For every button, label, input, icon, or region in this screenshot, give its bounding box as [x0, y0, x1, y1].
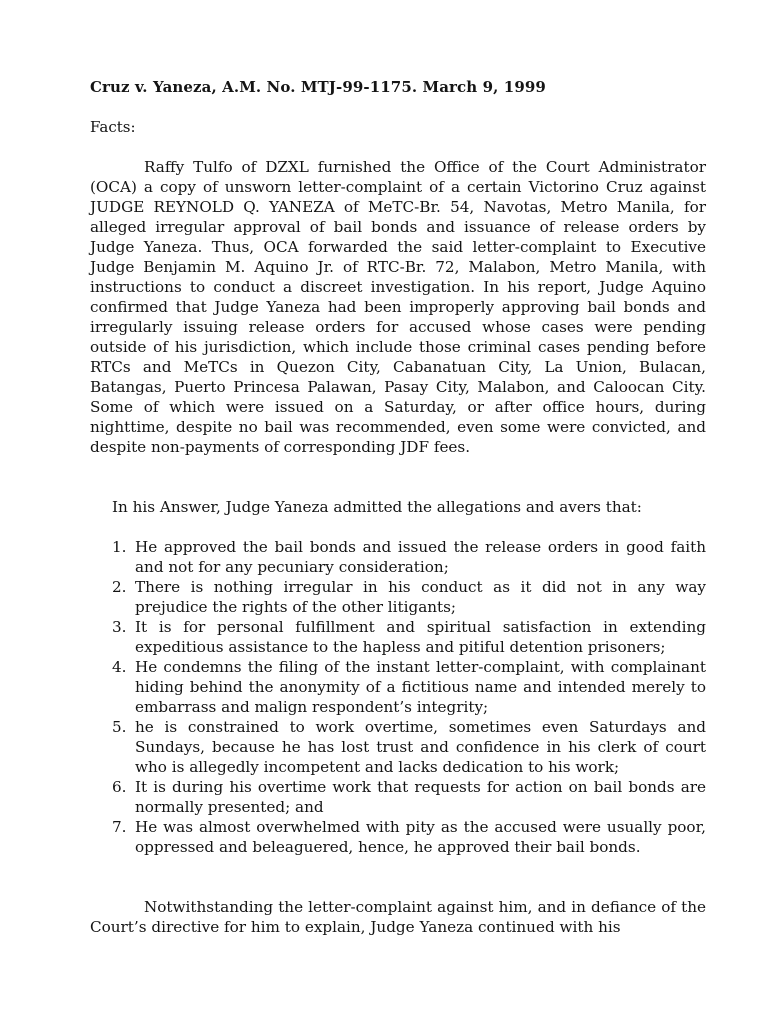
list-item-number: 4.	[112, 658, 127, 676]
list-item-text: It is during his overtime work that requests for action on bail bonds are normally presented; and	[135, 778, 706, 816]
list-item	[90, 817, 706, 857]
list-item	[90, 657, 706, 717]
list-item-number: 3.	[112, 618, 127, 636]
list-item-number: 1.	[112, 538, 127, 556]
facts-heading: Facts:	[90, 118, 136, 136]
case-title: Cruz v. Yaneza, A.M. No. MTJ-99-1175. March 9, 1999	[90, 78, 546, 96]
continuation-paragraph: Notwithstanding the letter-complaint against him, and in defiance of the Court’s directive for him to explain, Judge Yaneza continued with his	[90, 898, 706, 936]
list-item-number: 5.	[112, 718, 127, 736]
list-item	[90, 577, 706, 617]
list-item-number: 6.	[112, 778, 127, 796]
list-item-text: It is for personal fulfillment and spiritual satisfaction in extending expeditious assistance to the hapless and pitiful detention prisoners;	[135, 618, 706, 656]
list-item-text: he is constrained to work overtime, sometimes even Saturdays and Sundays, because he has lost trust and confidence in his clerk of court who is allegedly incompetent and lacks dedication to his work;	[135, 718, 706, 776]
list-item-number: 2.	[112, 578, 127, 596]
list-item	[90, 617, 706, 657]
list-item	[90, 537, 706, 577]
list-item-text: He was almost overwhelmed with pity as the accused were usually poor, oppressed and beleaguered, hence, he approved their bail bonds.	[135, 818, 706, 856]
list-item	[90, 777, 706, 817]
answer-intro-paragraph: In his Answer, Judge Yaneza admitted the allegations and avers that:	[112, 498, 642, 516]
facts-paragraph: Raffy Tulfo of DZXL furnished the Office of the Court Administrator (OCA) a copy of unsworn letter-complaint of a certain Victorino Cruz against JUDGE REYNOLD Q. YANEZA of MeTC-Br. 54, Navotas, Metro Manila, for alleged irregular approval of bail bonds and issuance of release orders by Judge Yaneza. Thus, OCA forwarded the said letter-complaint to Executive Judge Benjamin M. Aquino Jr. of RTC-Br. 72, Malabon, Metro Manila, with instructions to conduct a discreet investigation. In his report, Judge Aquino confirmed that Judge Yaneza had been improperly approving bail bonds and irregularly issuing release orders for accused whose cases were pending outside of his jurisdiction, which include those criminal cases pending before RTCs and MeTCs in Quezon City, Cabanatuan City, La Union, Bulacan, Batangas, Puerto Princesa Palawan, Pasay City, Malabon, and Caloocan City. Some of which were issued on a Saturday, or after office hours, during nighttime, despite no bail was recommended, even some were convicted, and despite non-payments of corresponding JDF fees.	[90, 158, 706, 456]
list-item-text: There is nothing irregular in his conduct as it did not in any way prejudice the rights of the other litigants;	[135, 578, 706, 616]
list-item-text: He condemns the filing of the instant letter-complaint, with complainant hiding behind the anonymity of a fictitious name and intended merely to embarrass and malign respondent’s integrity;	[135, 658, 706, 716]
list-item-text: He approved the bail bonds and issued the release orders in good faith and not for any pecuniary consideration;	[135, 538, 706, 576]
answer-allegations-list	[90, 537, 706, 857]
list-item-number: 7.	[112, 818, 127, 836]
list-item	[90, 717, 706, 777]
